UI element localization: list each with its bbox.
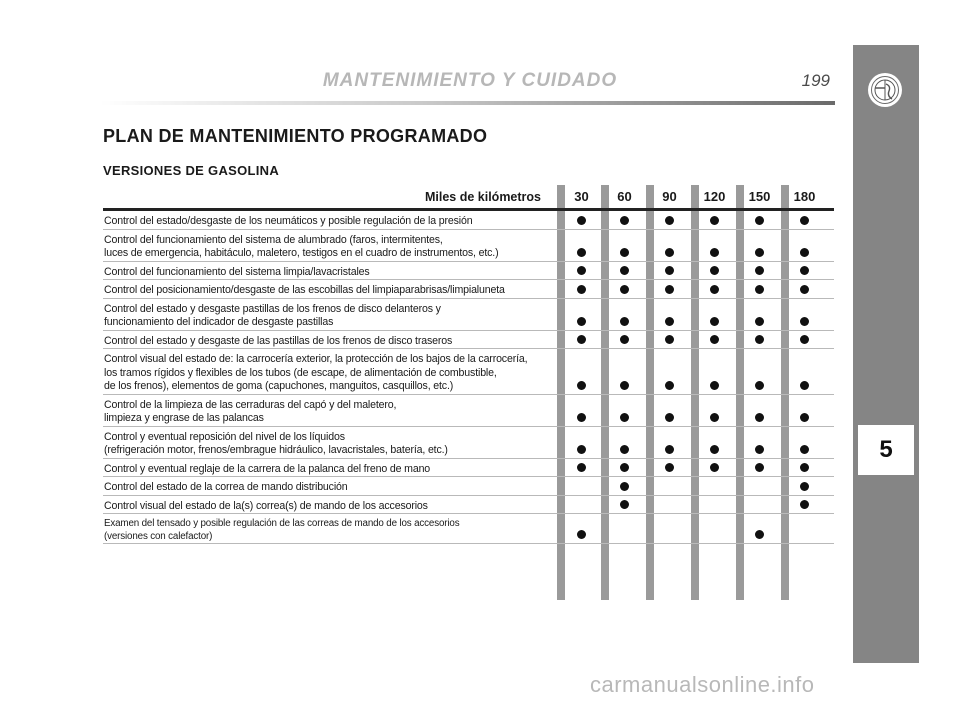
- table-row: [103, 280, 834, 299]
- service-mark-dot: [620, 482, 629, 491]
- task-description-line: (versiones con calefactor): [104, 530, 213, 542]
- service-mark-dot: [620, 500, 629, 509]
- service-mark-dot: [800, 463, 809, 472]
- alfa-romeo-logo-icon: [867, 72, 903, 108]
- task-description-line: Control del estado y desgaste de las pastillas de los frenos de disco traseros: [104, 334, 453, 347]
- service-mark-dot: [577, 285, 586, 294]
- task-description-line: Examen del tensado y posible regulación de las correas de mando de los accesorios: [104, 518, 460, 529]
- service-mark-dot: [665, 445, 674, 454]
- service-mark-dot: [577, 381, 586, 390]
- task-description: [103, 299, 559, 330]
- service-mark-dot: [710, 413, 719, 422]
- table-row: [103, 459, 834, 478]
- service-mark-dot: [800, 445, 809, 454]
- service-mark-dot: [800, 285, 809, 294]
- task-description: [103, 230, 559, 261]
- service-mark-dot: [665, 335, 674, 344]
- service-mark-dot: [710, 445, 719, 454]
- service-mark-dot: [755, 445, 764, 454]
- task-description: [103, 477, 559, 495]
- service-mark-dot: [755, 285, 764, 294]
- mileage-header-label: Miles de kilómetros: [424, 189, 541, 204]
- service-mark-dot: [755, 216, 764, 225]
- service-mark-dot: [620, 381, 629, 390]
- service-mark-dot: [577, 266, 586, 275]
- task-description: [103, 395, 559, 426]
- service-mark-dot: [620, 317, 629, 326]
- watermark: carmanualsonline.info: [590, 672, 815, 697]
- task-description-line: funcionamiento del indicador de desgaste pastillas: [104, 316, 334, 328]
- task-description-line: luces de emergencia, habitáculo, maletero, testigos en el cuadro de instrumentos, etc.): [104, 247, 499, 259]
- service-mark-dot: [755, 381, 764, 390]
- service-mark-dot: [800, 216, 809, 225]
- service-mark-dot: [800, 500, 809, 509]
- table-row: [103, 477, 834, 496]
- service-mark-dot: [620, 266, 629, 275]
- service-mark-dot: [800, 482, 809, 491]
- header-rule: [100, 101, 835, 105]
- service-mark-dot: [620, 413, 629, 422]
- task-description: [103, 280, 559, 298]
- service-mark-dot: [710, 335, 719, 344]
- service-mark-dot: [755, 266, 764, 275]
- task-description: [103, 331, 559, 349]
- service-mark-dot: [800, 248, 809, 257]
- task-description-line: de los frenos), elementos de goma (capuchones, manguitos, casquillos, etc.): [104, 380, 454, 392]
- service-mark-dot: [755, 317, 764, 326]
- service-mark-dot: [665, 248, 674, 257]
- service-mark-dot: [577, 248, 586, 257]
- service-mark-dot: [577, 530, 586, 539]
- task-description: [103, 211, 559, 229]
- service-mark-dot: [710, 266, 719, 275]
- service-mark-dot: [620, 285, 629, 294]
- chapter-number: 5: [858, 425, 914, 475]
- task-description-line: Control de la limpieza de las cerraduras del capó y del maletero,: [104, 398, 397, 411]
- task-description: [103, 427, 559, 458]
- table-header: [103, 185, 834, 211]
- service-mark-dot: [665, 285, 674, 294]
- service-mark-dot: [710, 463, 719, 472]
- service-mark-dot: [710, 285, 719, 294]
- task-description-line: Control y eventual reposición del nivel de los líquidos: [104, 430, 345, 443]
- service-mark-dot: [577, 413, 586, 422]
- table-row: [103, 299, 834, 331]
- km-column-header: 120: [703, 189, 726, 204]
- task-description-line: Control del posicionamiento/desgaste de las escobillas del limpiaparabrisas/limpialuneta: [104, 284, 505, 296]
- chapter-side-tab: [853, 45, 919, 663]
- service-mark-dot: [755, 463, 764, 472]
- task-description-line: Control visual del estado de la(s) correa(s) de mando de los accesorios: [104, 499, 428, 512]
- service-mark-dot: [620, 445, 629, 454]
- service-mark-dot: [665, 216, 674, 225]
- task-description-line: limpieza y engrase de las palancas: [104, 412, 264, 424]
- service-mark-dot: [800, 381, 809, 390]
- service-mark-dot: [620, 463, 629, 472]
- service-mark-dot: [800, 317, 809, 326]
- table-row: [103, 230, 834, 262]
- km-column-header: 30: [574, 189, 589, 204]
- service-mark-dot: [710, 216, 719, 225]
- page-title: PLAN DE MANTENIMIENTO PROGRAMADO: [103, 126, 488, 146]
- task-description: [103, 262, 559, 280]
- service-mark-dot: [577, 216, 586, 225]
- task-description-line: Control del funcionamiento del sistema limpia/lavacristales: [104, 265, 370, 278]
- service-mark-dot: [755, 530, 764, 539]
- table-row: [103, 331, 834, 350]
- km-column-header: 90: [662, 189, 677, 204]
- table-row: [103, 514, 834, 544]
- service-mark-dot: [710, 317, 719, 326]
- task-description: [103, 514, 559, 543]
- service-mark-dot: [755, 413, 764, 422]
- table-row: [103, 395, 834, 427]
- service-mark-dot: [577, 463, 586, 472]
- service-mark-dot: [577, 317, 586, 326]
- service-mark-dot: [755, 335, 764, 344]
- task-description: [103, 459, 559, 477]
- km-column-header: 60: [617, 189, 632, 204]
- page-number: 199: [801, 71, 830, 90]
- service-mark-dot: [620, 248, 629, 257]
- service-mark-dot: [665, 266, 674, 275]
- service-mark-dot: [710, 381, 719, 390]
- service-mark-dot: [710, 248, 719, 257]
- task-description-line: (refrigeración motor, frenos/embrague hidráulico, lavacristales, batería, etc.): [104, 444, 448, 456]
- service-mark-dot: [800, 413, 809, 422]
- service-mark-dot: [665, 317, 674, 326]
- task-description-line: Control del funcionamiento del sistema de alumbrado (faros, intermitentes,: [104, 233, 443, 246]
- section-title: MANTENIMIENTO Y CUIDADO: [322, 70, 618, 91]
- task-description-line: Control visual del estado de: la carrocería exterior, la protección de los bajos de la carrocería,: [104, 353, 528, 365]
- service-mark-dot: [800, 266, 809, 275]
- service-mark-dot: [665, 463, 674, 472]
- service-mark-dot: [577, 445, 586, 454]
- service-mark-dot: [620, 335, 629, 344]
- task-description-line: Control del estado/desgaste de los neumáticos y posible regulación de la presión: [104, 215, 473, 227]
- km-column-header: 150: [748, 189, 771, 204]
- task-description: [103, 496, 559, 514]
- service-mark-dot: [665, 381, 674, 390]
- service-mark-dot: [577, 335, 586, 344]
- table-row: [103, 496, 834, 515]
- task-description-line: los tramos rígidos y flexibles de los tubos (de escape, de alimentación de combustible,: [104, 366, 497, 379]
- maintenance-table: [103, 185, 834, 544]
- table-row: [103, 427, 834, 459]
- service-mark-dot: [800, 335, 809, 344]
- table-row: [103, 262, 834, 281]
- task-description-line: Control y eventual reglaje de la carrera de la palanca del freno de mano: [104, 462, 431, 475]
- service-mark-dot: [620, 216, 629, 225]
- section-subtitle: VERSIONES DE GASOLINA: [103, 163, 280, 178]
- km-column-header: 180: [793, 189, 816, 204]
- service-mark-dot: [755, 248, 764, 257]
- service-mark-dot: [665, 413, 674, 422]
- table-row: [103, 211, 834, 230]
- table-row: [103, 349, 834, 395]
- task-description: [103, 349, 559, 394]
- task-description-line: Control del estado y desgaste pastillas de los frenos de disco delanteros y: [104, 302, 441, 315]
- task-description-line: Control del estado de la correa de mando distribución: [104, 481, 348, 493]
